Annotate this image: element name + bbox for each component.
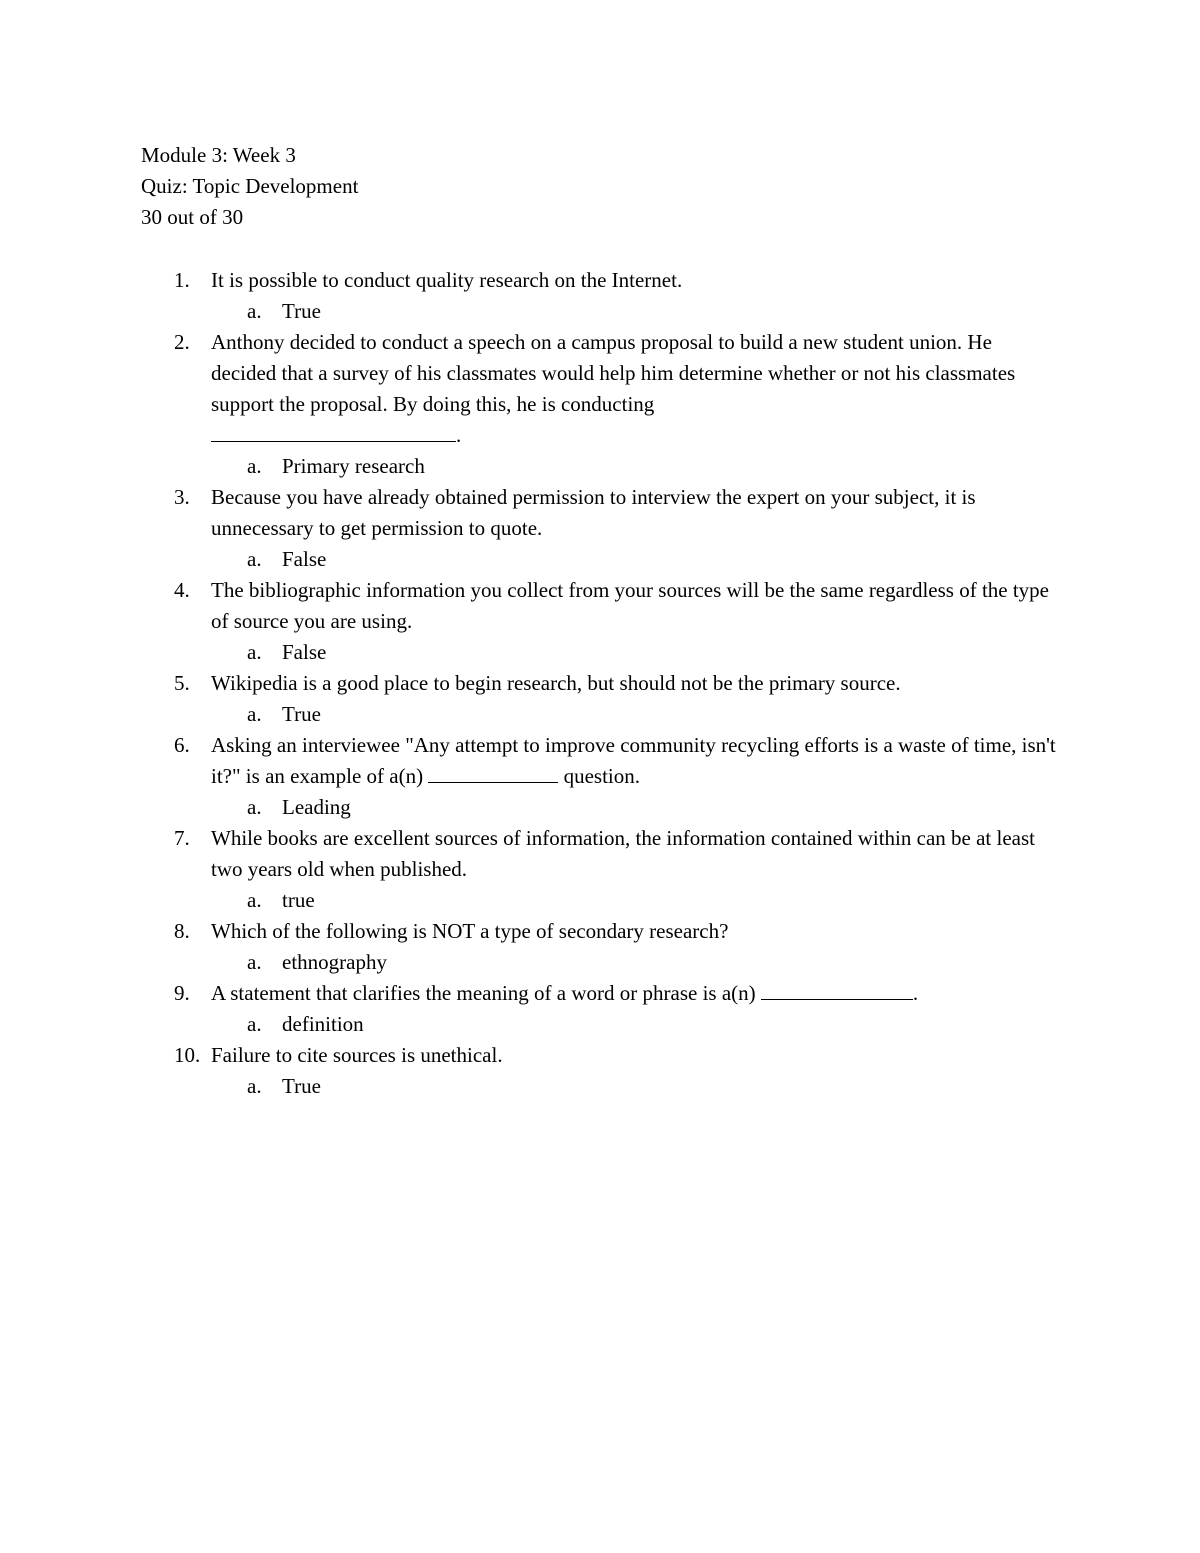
question-text-after: question. [563,764,640,788]
question-list [0,265,1200,1102]
answer-letter: a. [247,1074,262,1098]
question-9 [0,978,1061,1009]
question-number: 10. [174,1043,201,1067]
answer-letter: a. [247,640,262,664]
answer-2 [0,451,1200,482]
question-number: 9. [174,981,190,1005]
question-number: 7. [174,826,190,850]
question-4 [0,575,1061,637]
question-text: While books are excellent sources of information, the information contained within can be at least two years old when published. [211,826,1035,881]
question-5 [0,668,1061,699]
question-number: 4. [174,578,190,602]
answer-text: true [282,888,315,912]
answer-1 [0,296,1200,327]
answer-letter: a. [247,1012,262,1036]
answer-text: Primary research [282,454,425,478]
answer-letter: a. [247,299,262,323]
question-1 [0,265,1061,296]
answer-letter: a. [247,454,262,478]
question-text-before: Asking an interviewee "Any attempt to improve community recycling efforts is a waste of time, isn't it?" is an example of a(n) [211,733,1056,788]
answer-text: True [282,1074,321,1098]
question-text: Wikipedia is a good place to begin research, but should not be the primary source. [211,671,901,695]
question-text: It is possible to conduct quality research on the Internet. [211,268,683,292]
answer-text: True [282,702,321,726]
question-6 [0,730,1061,792]
answer-text: Leading [282,795,351,819]
answer-6 [0,792,1200,823]
question-text: The bibliographic information you collect from your sources will be the same regardless of the type of source you are using. [211,578,1050,633]
answer-5 [0,699,1200,730]
question-text: Failure to cite sources is unethical. [211,1043,503,1067]
answer-blank [761,979,913,1000]
answer-text: definition [282,1012,364,1036]
answer-blank [428,762,558,783]
quiz-title: Quiz: Topic Development [141,174,359,198]
module-title: Module 3: Week 3 [141,143,296,167]
answer-9 [0,1009,1200,1040]
question-text: Which of the following is NOT a type of secondary research? [211,919,729,943]
answer-letter: a. [247,950,262,974]
quiz-header [141,140,358,233]
question-number: 8. [174,919,190,943]
question-number: 5. [174,671,190,695]
answer-blank-row [211,420,1061,451]
answer-text: False [282,547,327,571]
question-number: 6. [174,733,190,757]
question-number: 1. [174,268,190,292]
blank-suffix: . [456,423,462,447]
question-7 [0,823,1061,885]
answer-3 [0,544,1200,575]
question-2 [0,327,1061,451]
quiz-score: 30 out of 30 [141,205,244,229]
answer-letter: a. [247,888,262,912]
answer-4 [0,637,1200,668]
question-text-before: A statement that clarifies the meaning of a word or phrase is a(n) [211,981,756,1005]
question-number: 2. [174,330,190,354]
question-3 [0,482,1061,544]
answer-letter: a. [247,795,262,819]
answer-7 [0,885,1200,916]
answer-text: ethnography [282,950,387,974]
question-text-after: . [912,981,919,1005]
question-text: Anthony decided to conduct a speech on a campus proposal to build a new student union. He decided that a survey of his classmates would help him determine whether or not his classmates support the proposal. By doing this, he is conducting [211,330,1016,416]
question-text: Because you have already obtained permission to interview the expert on your subject, it is unnecessary to get permission to quote. [211,485,976,540]
question-10 [0,1040,1061,1071]
question-text [211,978,1061,1009]
answer-text: True [282,299,321,323]
question-number: 3. [174,485,190,509]
answer-blank [211,421,456,442]
answer-8 [0,947,1200,978]
answer-letter: a. [247,547,262,571]
answer-text: False [282,640,327,664]
answer-letter: a. [247,702,262,726]
answer-10 [0,1071,1200,1102]
question-text [211,730,1061,792]
question-8 [0,916,1061,947]
